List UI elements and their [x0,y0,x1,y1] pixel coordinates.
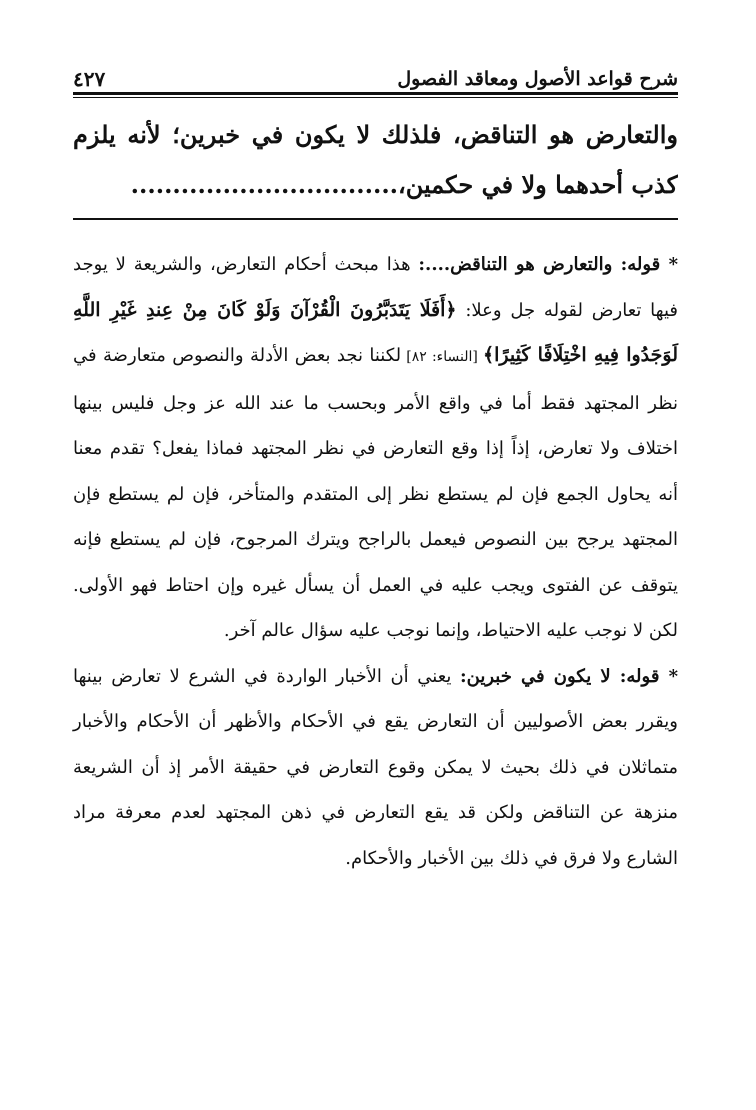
commentary-paragraph-1 [73,242,678,654]
commentary [73,242,678,881]
verse-reference: [النساء: ٨٢] [401,349,483,365]
commentary-text-2: يعني أن الأخبار الواردة في الشرع لا تعارض بينها ويقرر بعض الأصوليين أن التعارض يقع في الأحكام والأظهر أن الأحكام والأخبار متماثلان في ذلك بحيث لا يمكن وقوع التعارض في حقيقة الأمر إذ أن الشريعة منزهة عن التناقض ولكن قد يقع التعارض في ذهن المجتهد لعدم معرفة مراد الشارع ولا فرق في ذلك بين الأخبار والأحكام. [73,665,678,869]
commentary-text-1a: هذا مبحث أحكام التعارض، والشريعة لا يوجد فيها تعارض لقوله جل وعلا: [73,254,678,321]
section-divider [73,218,678,220]
page-number: ٤٢٧ [73,67,106,91]
commentary-lead-1: * قوله: والتعارض هو التناقض....: [418,254,678,275]
matn-line-2 [73,160,678,210]
quran-verse: ﴿أَفَلَا يَتَدَبَّرُونَ الْقُرْآنَ وَلَوْ كَانَ مِنْ عِندِ غَيْرِ اللَّهِ لَوَجَدُوا فِيهِ اخْتِلَافًا كَثِيرًا﴾ [73,298,678,366]
matn-line-2-text: كذب أحدهما ولا في حكمين، [398,170,678,199]
page-header [73,58,678,92]
running-title: شرح قواعد الأصول ومعاقد الفصول [397,68,678,90]
header-rule-thin [73,97,678,98]
matn-text [73,110,678,210]
commentary-text-1b: لكننا نجد بعض الأدلة والنصوص متعارضة في نظر المجتهد فقط أما في واقع الأمر وبحسب ما عند الله عز وجل فليس بينها اختلاف ولا تعارض، إذاً إذا وقع التعارض في نظر المجتهد فماذا يفعل؟ تقدم معنا أنه يحاول الجمع فإن لم يستطع نظر إلى المتقدم والمتأخر، فإن لم يستطع فإن المجتهد يرجح بين النصوص فيعمل بالراجح ويترك المرجوح، فإن لم يستطع فإنه يتوقف عن الفتوى ويجب عليه في العمل أن يسأل غيره وإن احتاط فهو الأولى. لكن لا نوجب عليه الاحتياط، وإنما نوجب عليه سؤال عالم آخر. [73,345,678,641]
commentary-lead-2: * قوله: لا يكون في خبرين: [460,665,678,687]
header-rule-thick [73,92,678,95]
commentary-paragraph-2 [73,654,678,882]
matn-line-1: والتعارض هو التناقض، فلذلك لا يكون في خبرين؛ لأنه يلزم [73,120,678,149]
matn-dots: ................................ [130,170,399,199]
